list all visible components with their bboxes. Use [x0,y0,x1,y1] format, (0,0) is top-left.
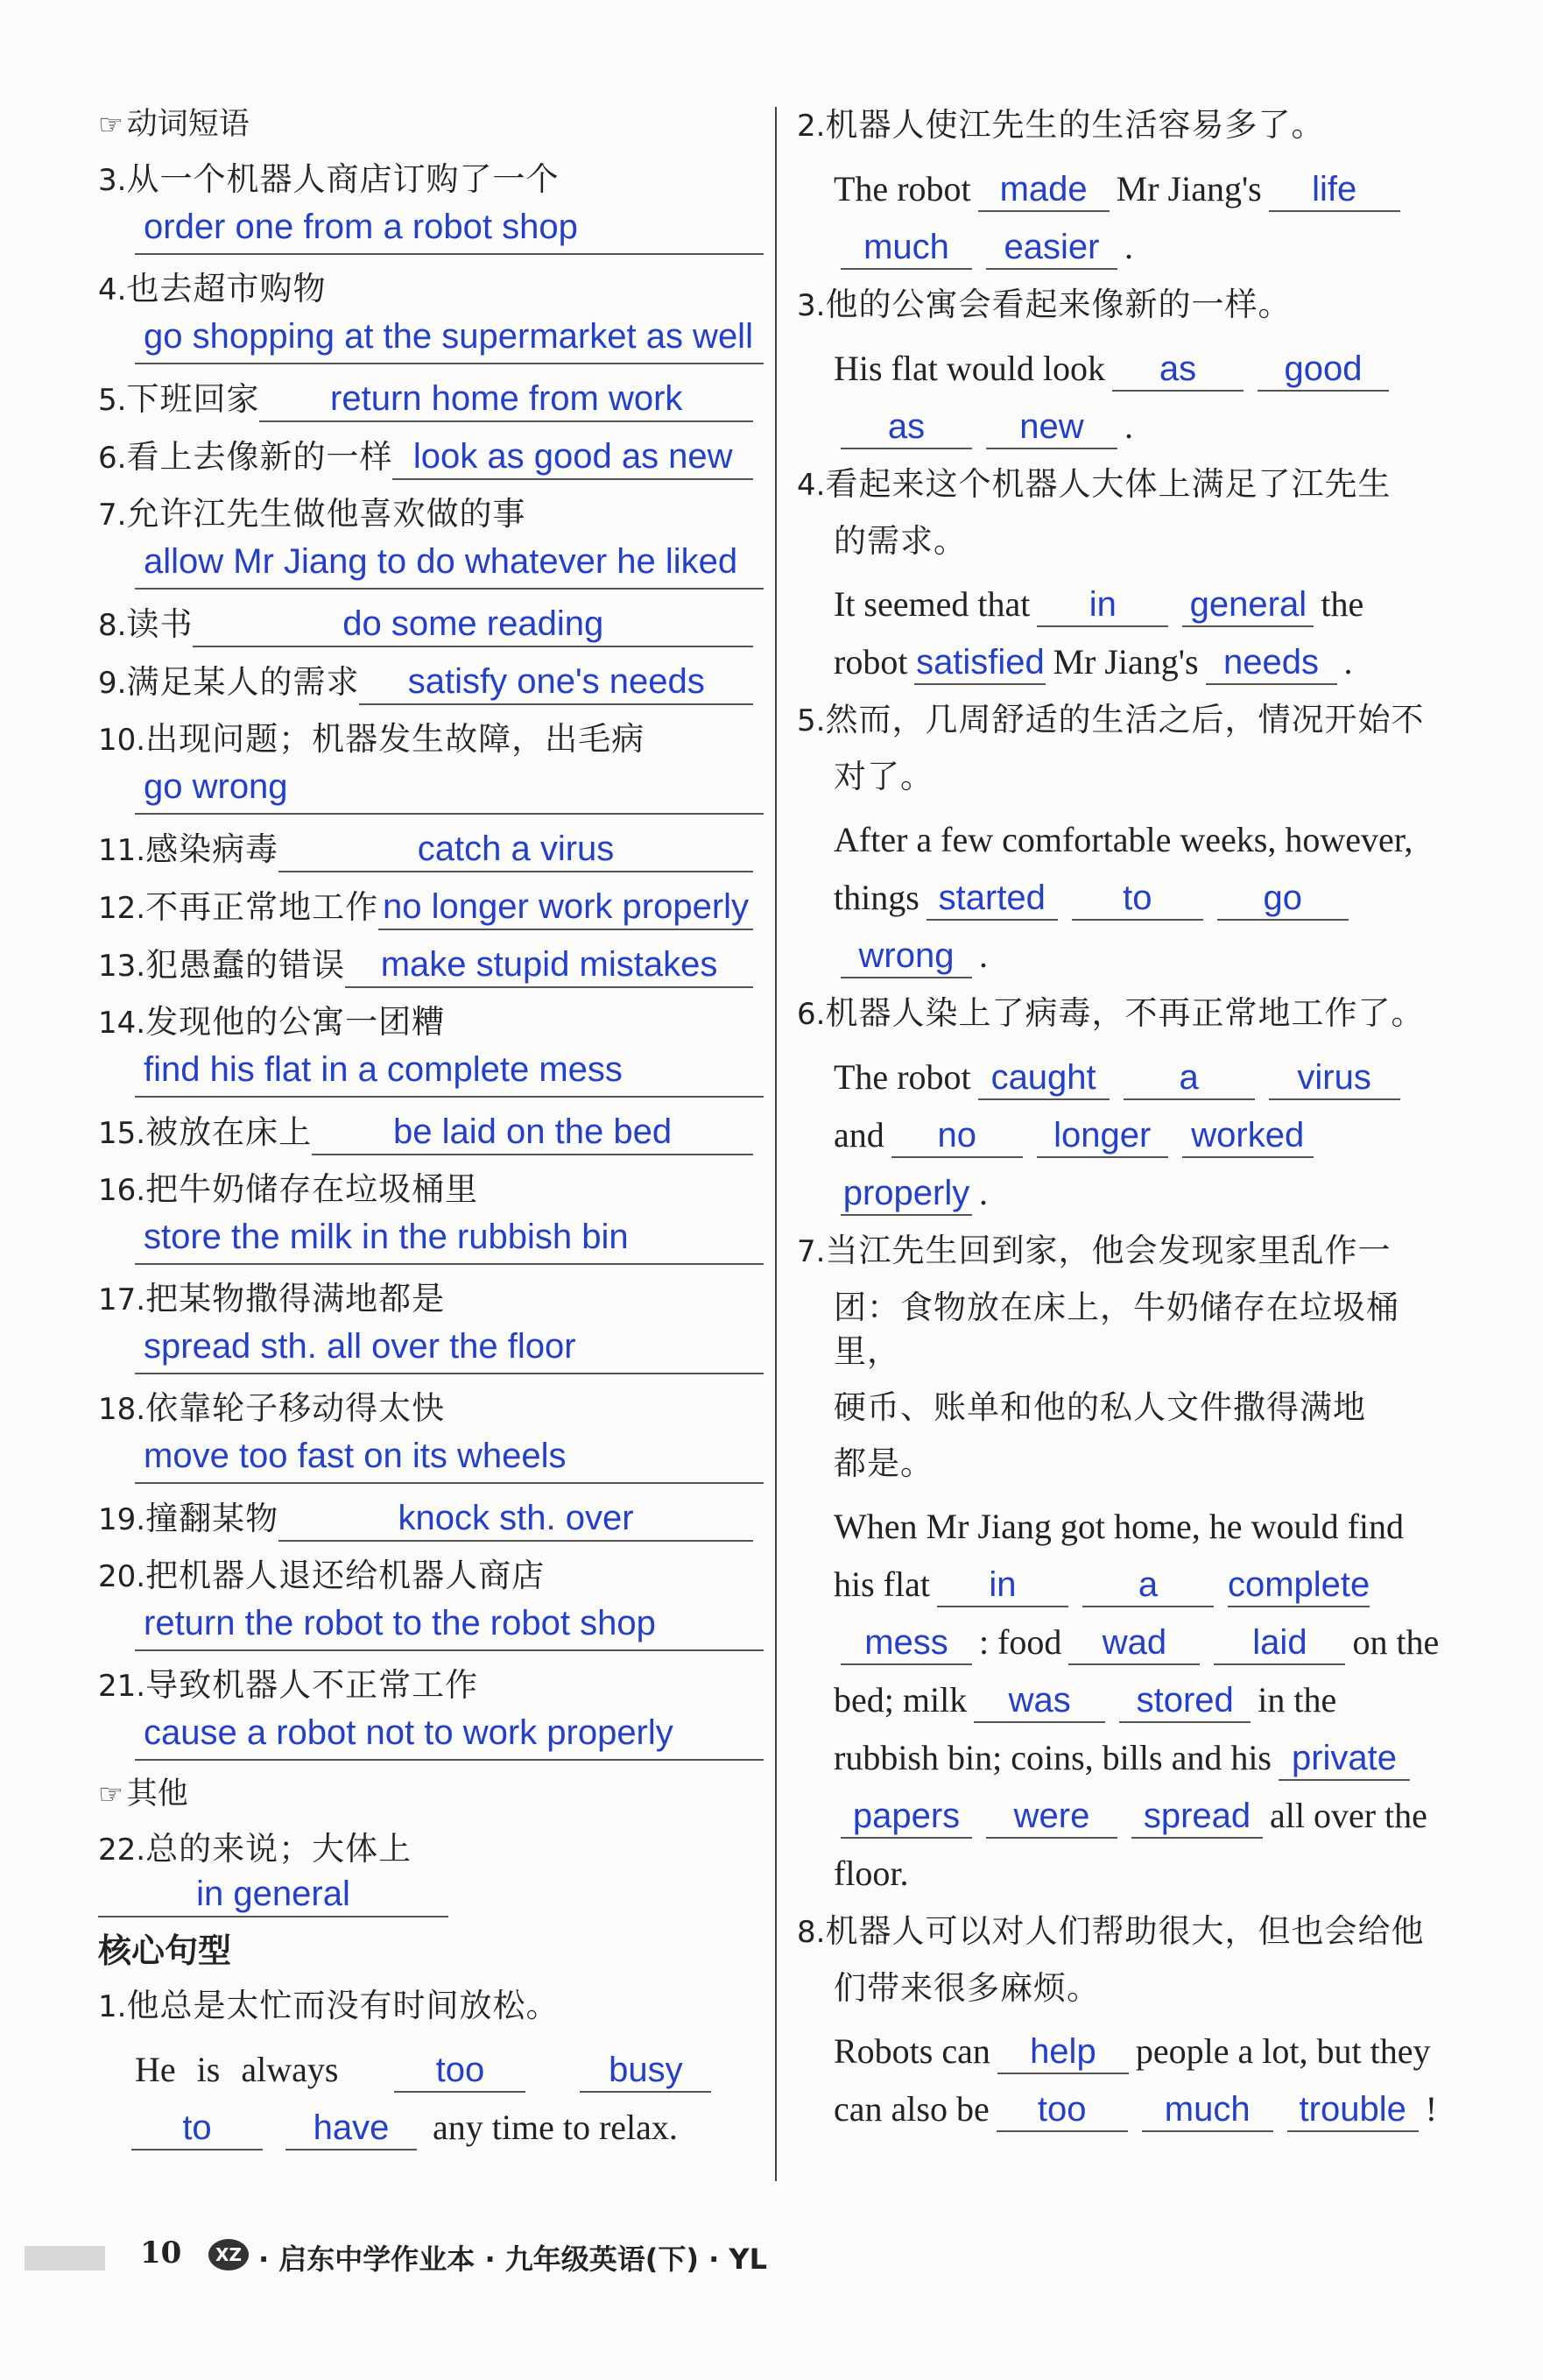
answer-blank[interactable]: as [1112,348,1244,392]
sentence-english: mess : food wad laid on the [797,1614,1462,1671]
item-number: 5. [98,383,127,418]
right-column [797,103,1462,2138]
answer-blank[interactable]: longer [1037,1114,1168,1158]
item-chinese: 也去超市购物 [126,270,327,307]
column-divider [775,107,777,2181]
answer-blank[interactable]: a [1082,1564,1214,1607]
answer-blank[interactable]: properly [841,1172,972,1216]
answer-blank[interactable]: easier [986,226,1117,270]
item-chinese: 不再正常地工作 [145,888,379,926]
list-item [98,492,764,590]
answer-blank[interactable]: needs [1206,641,1337,685]
item-chinese: 读书 [126,605,194,643]
answer-blank[interactable]: wad [1068,1621,1200,1665]
answer-blank[interactable]: have [285,2107,417,2150]
answer-blank[interactable]: general [1182,583,1314,627]
answer-blank[interactable]: go [1217,877,1349,921]
sentence-english: It seemed that in general the [797,576,1462,633]
answer-blank[interactable]: life [1269,168,1400,212]
list-item [98,943,764,988]
item-chinese: 允许江先生做他喜欢做的事 [126,495,526,533]
list-item [98,377,764,422]
sentence-item: 4.看起来这个机器人大体上满足了江先生 [797,465,1392,503]
pointing-hand-icon: ☞ [98,1777,123,1811]
answer-blank[interactable]: virus [1269,1056,1400,1100]
sentence-english: to have any time to relax. [98,2099,764,2157]
sentence-english: When Mr Jiang got home, he would find [834,1507,1404,1546]
sentence-item: 2.机器人使江先生的生活容易多了。 [797,106,1325,144]
answer-blank[interactable]: knock sth. over [278,1496,753,1542]
sentence-english: floor. [834,1854,909,1893]
answer-blank[interactable]: return home from work [259,377,753,422]
item-chinese: 从一个机器人商店订购了一个 [126,160,560,198]
section-core-sentences: 核心句型 [98,1932,232,1970]
answer-blank[interactable]: as [841,406,972,449]
footer-bar [25,2246,105,2271]
sentence-english: His flat would look as good [797,340,1462,398]
sentence-english: bed; milk was stored in the [797,1671,1462,1729]
list-item [98,1554,764,1651]
sentence-english: and no longer worked [797,1106,1462,1164]
item-chinese: 犯愚蠢的错误 [145,946,346,984]
list-item [98,827,764,872]
item-number: 14. [98,1006,146,1041]
answer-blank[interactable]: in [1037,583,1168,627]
left-column [98,103,764,2157]
list-item [98,1110,764,1155]
list-item [98,660,764,705]
answer-blank[interactable]: private [1279,1737,1410,1781]
answer-blank[interactable]: catch a virus [278,827,753,872]
answer-blank[interactable]: were [986,1795,1117,1839]
answer-blank[interactable]: go shopping at the supermarket as well [135,312,764,364]
sentence-english: The robot caught a virus [797,1049,1462,1106]
answer-blank[interactable]: much [841,226,972,270]
item-number: 15. [98,1116,146,1151]
phrase-list [98,158,764,1761]
page-number: 10 [140,2235,182,2271]
sentence-english: rubbish bin; coins, bills and his private [797,1729,1462,1787]
answer-blank[interactable]: too [997,2088,1128,2132]
sentence-english: He is always too busy [98,2041,764,2099]
sentence-item: 6.机器人染上了病毒，不再正常地工作了。 [797,994,1425,1032]
answer-blank[interactable]: wrong [841,935,972,978]
item-chinese: 被放在床上 [145,1113,313,1151]
list-item [98,434,764,480]
answer-blank[interactable]: find his flat in a complete mess [135,1045,764,1098]
list-item [98,267,764,364]
answer-blank[interactable]: do some reading [193,602,753,647]
sentence-item: 3.他的公寓会看起来像新的一样。 [797,286,1292,323]
list-item [98,717,764,815]
list-item [98,1387,764,1484]
answer-blank[interactable]: help [997,2030,1129,2074]
item-chinese: 下班回家 [126,380,260,418]
answer-blank[interactable]: make stupid mistakes [345,943,753,988]
sentence-english: can also be too much trouble ! [797,2080,1462,2138]
item-chinese: 把某物撒得满地都是 [145,1280,446,1317]
item-chinese: 把机器人退还给机器人商店 [145,1557,546,1594]
answer-blank[interactable]: started [927,877,1058,921]
sentence-english: robot satisfied Mr Jiang's needs . [797,633,1462,691]
answer-blank[interactable]: busy [580,2049,711,2093]
answer-blank[interactable]: much [1142,2088,1273,2132]
item-chinese: 发现他的公寓一团糟 [145,1003,446,1041]
item-chinese: 看上去像新的一样 [126,438,393,476]
sentence-english: papers were spread all over the [797,1787,1462,1845]
item-number: 12. [98,891,146,926]
sentence-english: Robots can help people a lot, but they [797,2023,1462,2080]
sentence-english: his flat in a complete [797,1556,1462,1614]
answer-blank[interactable]: good [1258,348,1389,392]
answer-blank[interactable]: allow Mr Jiang to do whatever he liked [135,537,764,590]
item-number: 10. [98,723,146,758]
item-chinese: 满足某人的需求 [126,663,360,701]
answer-blank[interactable]: cause a robot not to work properly [135,1708,764,1761]
sentence-english: After a few comfortable weeks, however, [834,820,1413,859]
sentence-item: 8.机器人可以对人们帮助很大，但也会给他 [797,1912,1425,1950]
answer-blank[interactable]: made [978,168,1110,212]
answer-blank[interactable]: spread [1131,1795,1263,1839]
answer-blank[interactable]: go wrong [135,762,764,815]
section-verb-phrases: ☞ 动词短语 [98,107,250,142]
sentence-item: 7.当江先生回到家，他会发现家里乱作一 [797,1232,1392,1269]
item-number: 16. [98,1173,146,1208]
answer-blank[interactable]: mess [841,1621,972,1665]
list-item [98,1496,764,1542]
answer-blank[interactable]: trouble [1287,2088,1419,2132]
sentence-chinese-cont: 们带来很多麻烦。 [834,1969,1100,2007]
answer-blank[interactable]: move too fast on its wheels [135,1431,764,1484]
item-number: 21. [98,1669,146,1704]
item-number: 11. [98,833,146,868]
pointing-hand-icon: ☞ [98,108,123,141]
sentence-item: 1.他总是太忙而没有时间放松。 [98,1987,560,2024]
answer-blank[interactable]: stored [1119,1679,1251,1723]
item-chinese: 出现问题；机器发生故障，出毛病 [145,720,645,758]
answer-blank[interactable]: complete [1228,1564,1370,1607]
section-other: ☞ 其他 [98,1776,188,1811]
sentence-chinese-cont: 对了。 [834,758,934,795]
answer-blank[interactable]: no longer work properly [378,885,753,930]
sentence-chinese-cont: 团：食物放在床上，牛奶储存在垃圾桶里， [834,1289,1399,1370]
answer-blank[interactable]: satisfy one's needs [359,660,753,705]
item-number: 20. [98,1559,146,1594]
item-number: 19. [98,1502,146,1537]
sentence-item: 5.然而，几周舒适的生活之后，情况开始不 [797,701,1425,738]
answer-blank[interactable]: to [131,2107,263,2150]
list-item [98,602,764,647]
item-number: 3. [98,163,127,198]
item-number: 4. [98,272,127,307]
sentence-english: much easier . [797,218,1462,276]
sentence-chinese-cont: 的需求。 [834,522,967,560]
answer-blank[interactable]: no [891,1114,1023,1158]
answer-blank[interactable]: new [986,406,1117,449]
answer-blank[interactable]: store the milk in the rubbish bin [135,1212,764,1265]
list-item: 22.总的来说；大体上 in general [98,1827,764,1917]
item-chinese: 依靠轮子移动得太快 [145,1389,446,1427]
list-item [98,158,764,255]
sentence-chinese-cont: 硬币、账单和他的私人文件撒得满地 [834,1388,1366,1426]
page-footer [0,2235,1543,2288]
answer-blank[interactable]: satisfied [914,641,1046,685]
footer-title: · 启东中学作业本 · 九年级英语(下) · YL [258,2242,767,2276]
answer-blank[interactable]: return the robot to the robot shop [135,1599,764,1651]
sentence-english: as new . [797,398,1462,456]
answer-blank[interactable]: be laid on the bed [312,1110,753,1155]
answer-blank[interactable]: in general [98,1872,448,1917]
item-number: 6. [98,441,127,476]
answer-blank[interactable]: to [1072,877,1203,921]
item-number: 17. [98,1282,146,1317]
answer-blank[interactable]: order one from a robot shop [135,202,764,255]
answer-blank[interactable]: caught [978,1056,1110,1100]
list-item [98,1168,764,1265]
sentence-english: properly . [797,1164,1462,1222]
item-number: 13. [98,949,146,984]
answer-blank[interactable]: laid [1214,1621,1345,1665]
answer-blank[interactable]: too [394,2049,525,2093]
sentence-english: The robot made Mr Jiang's life [797,160,1462,218]
item-chinese: 感染病毒 [145,830,279,868]
publisher-logo: XZ [208,2239,249,2271]
sentence-english: things started to go [797,869,1462,927]
answer-blank[interactable]: a [1124,1056,1255,1100]
item-number: 7. [98,498,127,533]
answer-blank[interactable]: look as good as new [392,434,753,480]
answer-blank[interactable]: worked [1182,1114,1314,1158]
answer-blank[interactable]: was [974,1679,1105,1723]
answer-blank[interactable]: spread sth. all over the floor [135,1322,764,1374]
item-chinese: 撞翻某物 [145,1500,279,1537]
item-number: 9. [98,666,127,701]
list-item [98,1663,764,1761]
sentence-chinese-cont: 都是。 [834,1444,934,1482]
item-number: 8. [98,608,127,643]
list-item [98,1277,764,1374]
item-chinese: 把牛奶储存在垃圾桶里 [145,1170,479,1208]
list-item [98,1000,764,1098]
sentence-english: wrong . [797,927,1462,985]
answer-blank[interactable]: papers [841,1795,972,1839]
answer-blank[interactable]: in [937,1564,1068,1607]
item-chinese: 导致机器人不正常工作 [145,1666,479,1704]
item-number: 18. [98,1392,146,1427]
list-item [98,885,764,930]
